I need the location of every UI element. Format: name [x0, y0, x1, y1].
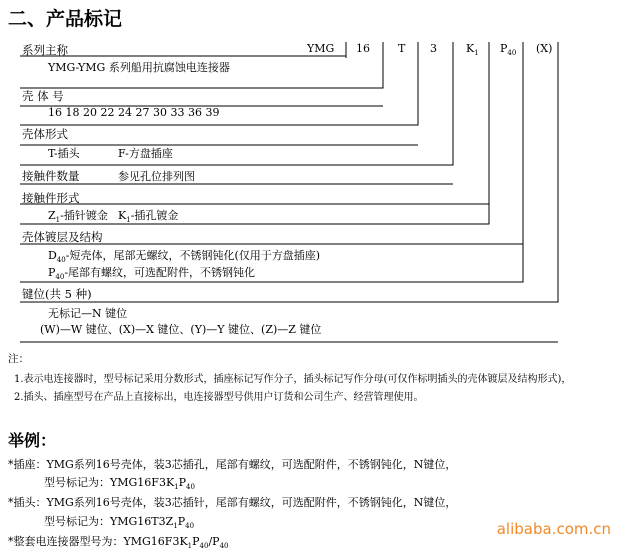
series-desc: YMG-YMG 系列船用抗腐蚀电连接器	[48, 61, 230, 74]
contact-form-label: 接触件形式	[22, 191, 80, 205]
plating-label: 壳体镀层及结构	[22, 230, 103, 244]
example-set-model: *整套电连接器型号为：$YMG16F3K_1P_{40}/P_{40}$	[8, 535, 229, 551]
plating-p: $P_{40}-$尾部有螺纹，可选配附件，不锈钢钝化	[48, 266, 256, 282]
code-form: T	[398, 42, 406, 55]
plating-d: $D_{40}-$短壳体，尾部无螺纹，不锈钢钝化(仅用于方盘插座)	[48, 249, 321, 265]
note-2: 2.插头、插座型号在产品上直接标出，电连接器型号供用户订货和公司生产、经营管理使用。	[14, 392, 424, 403]
key-line2: (W)—W 键位、(X)—X 键位、(Y)—Y 键位、(Z)—Z 键位	[40, 323, 322, 336]
code-shell: 16	[356, 42, 370, 55]
key-line1: 无标记—N 键位	[48, 307, 128, 320]
form-opt-plug: T-插头	[48, 147, 80, 160]
series-label: 系列主称	[22, 43, 68, 57]
code-plating: $P_{40}$	[500, 42, 517, 58]
contact-form-z: $Z_1-$插针镀金	[48, 209, 108, 225]
series-line	[20, 56, 346, 58]
shell-values: 16 18 20 22 24 27 30 33 36 39	[48, 106, 220, 119]
form-label: 壳体形式	[22, 127, 68, 141]
notes-heading: 注：	[8, 353, 29, 365]
watermark: alibaba.com.cn	[496, 520, 611, 538]
page-title: 二、产品标记	[8, 8, 123, 30]
code-contact-form: $K_1$	[466, 42, 479, 58]
code-contacts: 3	[430, 42, 437, 55]
example-socket: *插座：YMG系列16号壳体，装3芯插孔，尾部有螺纹，可选配附件，不锈钢钝化，N键位，	[8, 458, 457, 471]
example-plug-model: 型号标记为：$YMG16T3Z_1P_{40}$	[44, 515, 195, 531]
examples-heading: 举例：	[8, 431, 57, 450]
key-label: 键位(共 5 种)	[22, 287, 92, 301]
form-opt-socket: F-方盘插座	[118, 147, 173, 160]
contact-form-k: $K_1-$插孔镀金	[118, 209, 179, 225]
example-socket-model: 型号标记为：$YMG16F3K_1P_{40}$	[44, 476, 195, 492]
shell-label: 壳 体 号	[22, 89, 64, 103]
note-1: 1.表示电连接器时，型号标记采用分数形式，插座标记写作分子，插头标记写作分母(可仅作标明插头的壳体镀层及结构形式)，	[14, 374, 572, 385]
example-plug: *插头：YMG系列16号壳体，装3芯插针，尾部有螺纹，可选配附件，不锈钢钝化，N键位，	[8, 496, 457, 509]
code-series: YMG	[307, 42, 335, 55]
contacts-label: 接触件数量	[22, 169, 80, 183]
contacts-desc: 参见孔位排列图	[118, 170, 195, 183]
code-key: (X)	[536, 42, 553, 55]
